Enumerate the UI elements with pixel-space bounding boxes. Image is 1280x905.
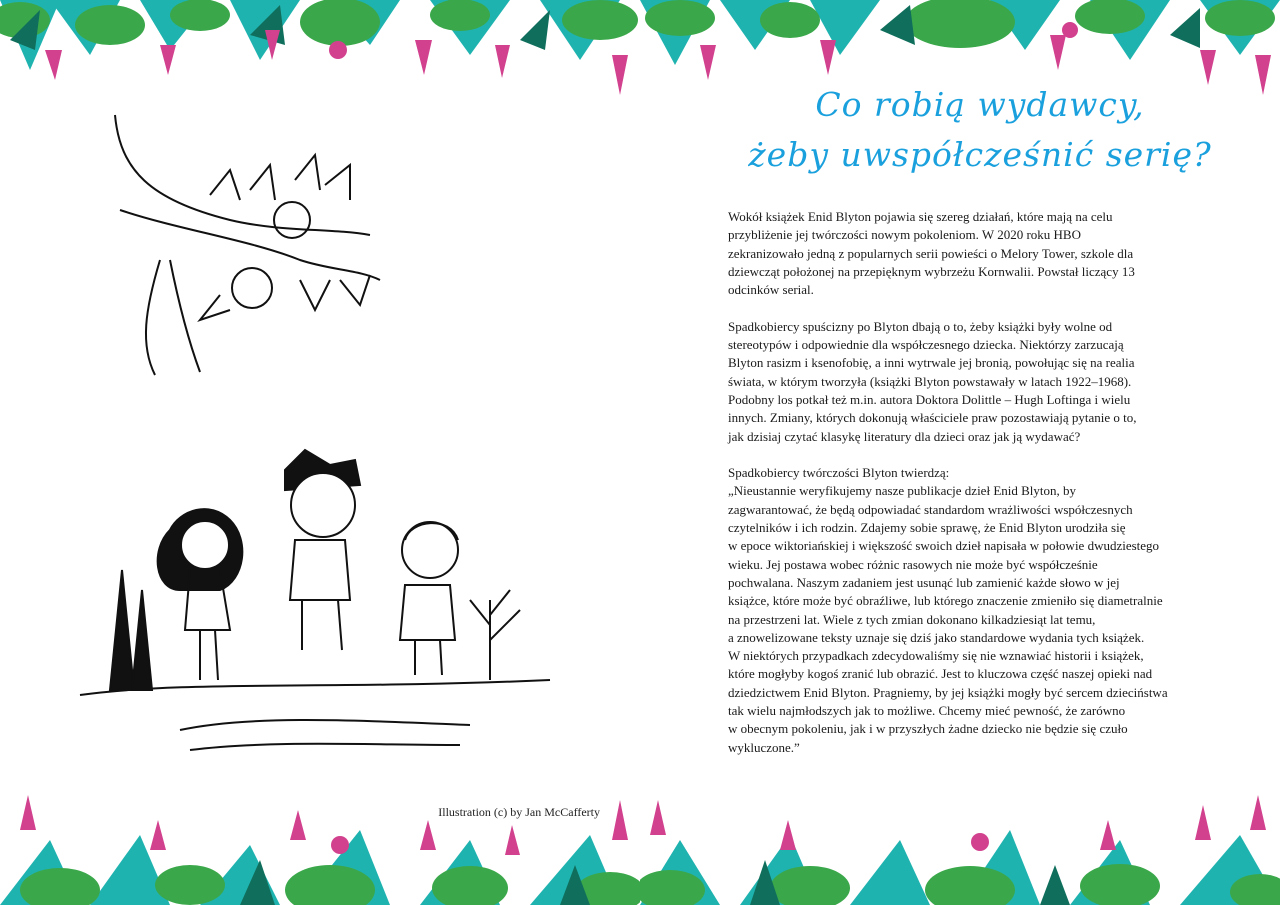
bottom-foliage-border xyxy=(0,780,640,905)
title-line-1: Co robią wydawcy, xyxy=(815,85,1145,124)
paragraph-1: Wokół książek Enid Blyton pojawia się szereg działań, które mają na celu przybliżenie jej twórczości nowym pokoleniom. W 2020 roku HBO zekranizowało jedną z popularnych serii powieści o Melory Tower, szkole dla dziewcząt położonej na przepięknym wybrzeżu Kornwalii. Powstał liczący 13 odcinków serial. xyxy=(728,209,1135,298)
children-illustration xyxy=(70,440,570,780)
paragraph-2: Spadkobiercy spuścizny po Blyton dbają o to, żeby książki były wolne od stereotypów i odpowiednie dla współczesnego dziecka. Niektórzy zarzucają Blyton rasizm i ksenofobię, a inni wytrwale jej bronią, powołując się na realia świata, w którym tworzyła (książki Blyton powstawały w latach 1922–1968). Podobny los potkał też m.in. autora Doktora Dolittle – Hugh Loftinga i wielu innych. Zmiany, których dokonują właściciele praw pozostawiają pytanie o to, jak dzisiaj czytać klasykę literatury dla dzieci oraz jak ją wydawać? xyxy=(728,318,1137,444)
bottom-foliage-border xyxy=(640,780,1280,905)
article-title xyxy=(700,80,1260,180)
title-line-2: żeby uwspółcześnić serię? xyxy=(748,135,1212,174)
article-body xyxy=(728,208,1206,775)
branch-illustration xyxy=(100,110,390,380)
right-page xyxy=(640,0,1280,905)
top-foliage-border xyxy=(0,0,640,110)
quote: „Nieustannie weryfikujemy nasze publikacje dzieł Enid Blyton, by zagwarantować, że będą odpowiadać standardom wrażliwości współczesnych czytelników i ich rodzin. Zdajemy sobie sprawę, że Enid Blyton urodziła się w epoce wiktoriańskiej i większość swoich dzieł napisała w połowie dwudziestego wieku. Jej postawa wobec różnic rasowych nie może być współcześnie pochwalana. Naszym zadaniem jest usunąć lub zamienić każde słowo w jej książce, które może być obraźliwe, lub którego znaczenie zmieniło się diametralnie na przestrzeni lat. Wiele z tych zmian dokonano kilkadziesiąt lat temu, a znowelizowane teksty uznaje się dziś jako standardowe wydania tych książek. W niektórych przypadkach zdecydowaliśmy się nie wznawiać historii i książek, które mogłyby kogoś zranić lub obrazić. Jest to kluczowa część naszej opieki nad dziedzictwem Enid Blyton. Pragniemy, by jej książki mogły być sercem dzieciństwa tak wielu najmłodszych jak to możliwe. Chcemy mieć pewność, że zarówno w obecnym pokoleniu, jak i w przyszłych żadne dziecko nie będzie się czuło wykluczone.” xyxy=(728,483,1168,755)
paragraph-3-intro: Spadkobiercy twórczości Blyton twierdzą: xyxy=(728,465,950,481)
illustration-credit: Illustration (c) by Jan McCafferty xyxy=(438,805,600,819)
